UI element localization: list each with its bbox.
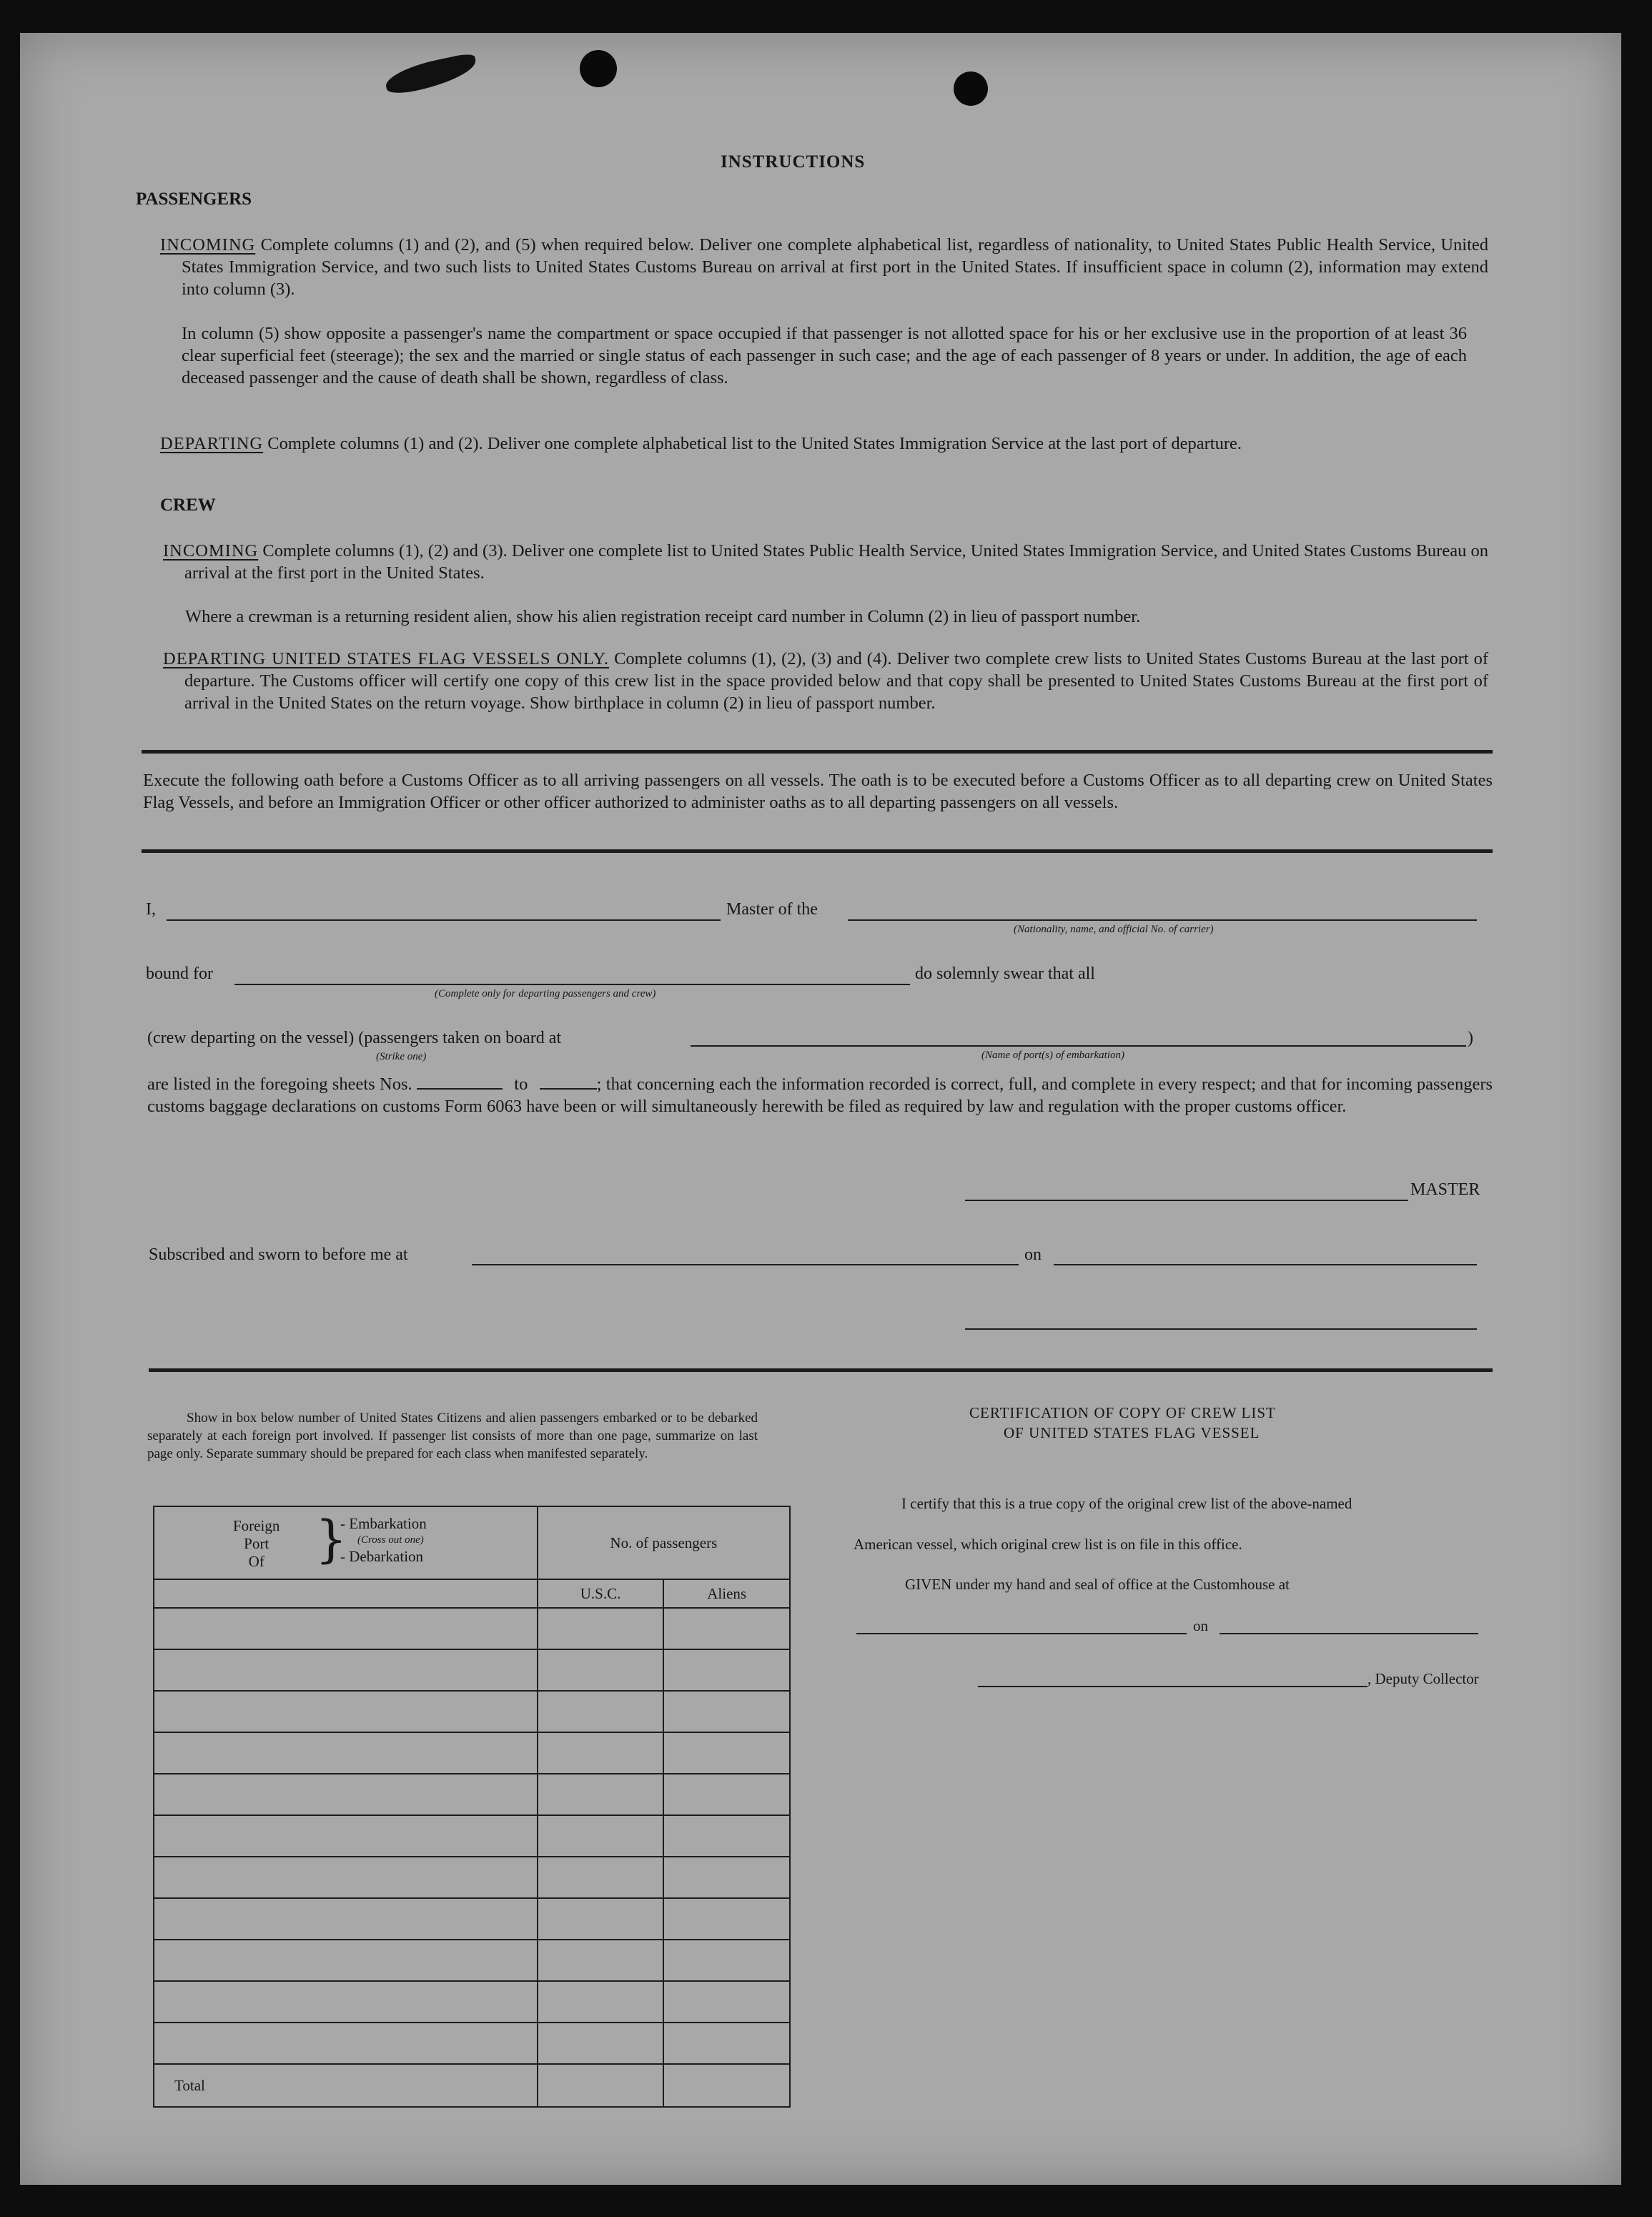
swear-label: do solemnly swear that all bbox=[915, 964, 1095, 983]
port-cell[interactable] bbox=[154, 1898, 538, 1940]
sheet-to-field[interactable] bbox=[540, 1075, 597, 1090]
crew-incoming-text: Complete columns (1), (2) and (3). Deliver one complete list to United States Public Health Service, United States Immigration Service, and United States Customs Bureau on arrival at the first port in the United States. bbox=[184, 541, 1488, 583]
master-name-field[interactable] bbox=[167, 919, 721, 921]
crew-incoming-block bbox=[163, 540, 1488, 584]
aliens-header: Aliens bbox=[663, 1579, 790, 1608]
torn-corner-mark bbox=[383, 52, 480, 97]
total-label-cell bbox=[154, 2064, 538, 2107]
usc-cell[interactable] bbox=[538, 1815, 664, 1857]
instructions-title: INSTRUCTIONS bbox=[721, 152, 866, 172]
carrier-field[interactable] bbox=[848, 919, 1477, 921]
crew-departing-block bbox=[163, 648, 1488, 714]
deputy-collector-label: , Deputy Collector bbox=[1367, 1670, 1479, 1687]
port-cell[interactable] bbox=[154, 1691, 538, 1732]
aliens-cell[interactable] bbox=[663, 1732, 790, 1774]
usc-cell[interactable] bbox=[538, 2023, 664, 2064]
passengers-incoming-label: INCOMING bbox=[160, 235, 256, 255]
oath-intro: Execute the following oath before a Customs Officer as to all arriving passengers on all vessels. The oath is to be executed before a Customs Officer as to all departing crew on United States Flag Vessels, and before an Immigration Officer or other officer authorized to administer oaths as to all departing passengers on all vessels. bbox=[143, 771, 1493, 812]
passengers-departing-label: DEPARTING bbox=[160, 434, 264, 453]
usc-cell[interactable] bbox=[538, 1898, 664, 1940]
foreign-label: Foreign bbox=[233, 1517, 280, 1534]
total-usc-cell[interactable] bbox=[538, 2064, 664, 2107]
embarkation-port-field[interactable] bbox=[691, 1045, 1466, 1047]
aliens-cell[interactable] bbox=[663, 1898, 790, 1940]
bound-note: (Complete only for departing passengers and crew) bbox=[435, 988, 656, 999]
aliens-cell[interactable] bbox=[663, 2023, 790, 2064]
master-of-label: Master of the bbox=[726, 900, 818, 919]
crew-incoming-label: INCOMING bbox=[163, 541, 259, 561]
port-cell[interactable] bbox=[154, 1649, 538, 1691]
usc-cell[interactable] bbox=[538, 1608, 664, 1649]
divider-bottom bbox=[149, 1368, 1493, 1372]
usc-cell[interactable] bbox=[538, 1649, 664, 1691]
passengers-incoming-block bbox=[160, 234, 1488, 300]
master-label: MASTER bbox=[1410, 1180, 1480, 1199]
aliens-cell[interactable] bbox=[663, 1981, 790, 2023]
customhouse-field[interactable] bbox=[856, 1633, 1187, 1634]
subscribed-date-field[interactable] bbox=[1054, 1264, 1477, 1265]
brace-icon: } bbox=[315, 1510, 347, 1569]
embarkation-label[interactable]: - Embarkation bbox=[340, 1515, 427, 1532]
subscribed-label: Subscribed and sworn to before me at bbox=[149, 1245, 408, 1264]
aliens-cell[interactable] bbox=[663, 1940, 790, 1981]
listed-block bbox=[147, 1073, 1493, 1117]
punch-hole-right bbox=[954, 71, 988, 106]
usc-cell[interactable] bbox=[538, 1691, 664, 1732]
subscribed-on-label: on bbox=[1024, 1245, 1042, 1264]
certification-title-2: OF UNITED STATES FLAG VESSEL bbox=[1004, 1424, 1260, 1441]
divider-top bbox=[142, 750, 1493, 754]
summary-text: Show in box below number of United States Citizens and alien passengers embarked or to be debarked separately at each foreign port involved. If passenger list consists of more than one page, summarize on last page only. Separate summary should be prepared for each class when manifested separately. bbox=[147, 1411, 758, 1461]
sheet-from-field[interactable] bbox=[417, 1075, 503, 1090]
port-cell[interactable] bbox=[154, 1857, 538, 1898]
usc-cell[interactable] bbox=[538, 1774, 664, 1815]
close-paren: ) bbox=[1468, 1029, 1473, 1047]
punch-hole-left bbox=[580, 50, 617, 87]
usc-cell[interactable] bbox=[538, 1940, 664, 1981]
usc-cell[interactable] bbox=[538, 1857, 664, 1898]
port-cell[interactable] bbox=[154, 1608, 538, 1649]
form-page bbox=[20, 33, 1621, 2185]
certification-title-1: CERTIFICATION OF COPY OF CREW LIST bbox=[969, 1404, 1276, 1421]
port-label: Port bbox=[244, 1535, 269, 1552]
certification-given: GIVEN under my hand and seal of office at the Customhouse at bbox=[905, 1576, 1290, 1593]
passengers-column5-text: In column (5) show opposite a passenger's name the compartment or space occupied if that passenger is not allotted space for his or her exclusive use in the proportion of at least 36 clear superficial feet (steerage); the sex and the married or single status of each passenger in such case; and the age of each passenger of 8 years or under. In addition, the age of each deceased passenger and the cause of death shall be shown, regardless of class. bbox=[182, 324, 1467, 387]
aliens-cell[interactable] bbox=[663, 1815, 790, 1857]
usc-cell[interactable] bbox=[538, 1981, 664, 2023]
master-signature-field[interactable] bbox=[965, 1200, 1408, 1201]
port-cell[interactable] bbox=[154, 1774, 538, 1815]
listed-rest: ; that concerning each the information recorded is correct, full, and complete in every respect; and that for incoming passengers customs baggage declarations on customs Form 6063 have been or will simultaneously herewith be filed as required by law and regulation with the proper customs officer. bbox=[147, 1075, 1493, 1116]
carrier-note: (Nationality, name, and official No. of carrier) bbox=[1014, 924, 1214, 935]
passengers-heading: PASSENGERS bbox=[136, 189, 252, 209]
port-header-cell bbox=[154, 1506, 538, 1579]
cross-out-note: (Cross out one) bbox=[357, 1534, 424, 1546]
crew-departing-label: (crew departing on the vessel) (passengers taken on board at bbox=[147, 1029, 562, 1047]
certification-on-label: on bbox=[1193, 1617, 1208, 1634]
aliens-cell[interactable] bbox=[663, 1774, 790, 1815]
no-passengers-header: No. of passengers bbox=[538, 1506, 790, 1579]
aliens-cell[interactable] bbox=[663, 1608, 790, 1649]
of-label: Of bbox=[248, 1553, 264, 1570]
debarkation-label[interactable]: - Debarkation bbox=[340, 1548, 424, 1565]
usc-header: U.S.C. bbox=[538, 1579, 664, 1608]
total-aliens-cell[interactable] bbox=[663, 2064, 790, 2107]
bound-for-field[interactable] bbox=[234, 984, 910, 985]
aliens-cell[interactable] bbox=[663, 1857, 790, 1898]
crew-resident-text: Where a crewman is a returning resident alien, show his alien registration receipt card number in Column (2) in lieu of passport number. bbox=[185, 607, 1141, 626]
certification-line-1: I certify that this is a true copy of the original crew list of the above-named bbox=[901, 1495, 1352, 1512]
aliens-cell[interactable] bbox=[663, 1691, 790, 1732]
port-cell[interactable] bbox=[154, 1732, 538, 1774]
port-note: (Name of port(s) of embarkation) bbox=[981, 1050, 1124, 1061]
usc-cell[interactable] bbox=[538, 1732, 664, 1774]
total-label: Total bbox=[174, 2076, 205, 2094]
port-cell[interactable] bbox=[154, 1981, 538, 2023]
i-label: I, bbox=[146, 900, 156, 919]
strike-note: (Strike one) bbox=[376, 1051, 427, 1062]
certification-line-2: American vessel, which original crew list is on file in this office. bbox=[854, 1536, 1242, 1553]
passengers-departing-block bbox=[160, 433, 1488, 455]
port-cell[interactable] bbox=[154, 1940, 538, 1981]
bound-for-label: bound for bbox=[146, 964, 213, 983]
crew-heading: CREW bbox=[160, 495, 216, 515]
port-cell[interactable] bbox=[154, 2023, 538, 2064]
subscribed-place-field[interactable] bbox=[472, 1264, 1019, 1265]
crew-departing-label: DEPARTING UNITED STATES FLAG VESSELS ONLY. bbox=[163, 649, 610, 668]
passengers-departing-text: Complete columns (1) and (2). Deliver one complete alphabetical list to the United States Immigration Service at the last port of departure. bbox=[267, 434, 1242, 453]
to-label: to bbox=[514, 1075, 528, 1094]
listed-label: are listed in the foregoing sheets Nos. bbox=[147, 1075, 412, 1094]
officer-signature-field[interactable] bbox=[965, 1328, 1477, 1330]
deputy-signature-field[interactable] bbox=[978, 1686, 1367, 1687]
crew-departing-text: Complete columns (1), (2), (3) and (4). Deliver two complete crew lists to United States Customs Bureau at the last port of departure. The Customs officer will certify one copy of this crew list in the space provided below and that copy shall be presented to United States Customs Bureau at the first port of arrival in the United States on the return voyage. Show birthplace in column (2) in lieu of passport number. bbox=[184, 649, 1488, 713]
certification-date-field[interactable] bbox=[1220, 1633, 1478, 1634]
passenger-summary-table bbox=[153, 1506, 791, 2108]
passengers-incoming-text: Complete columns (1) and (2), and (5) when required below. Deliver one complete alphabetical list, regardless of nationality, to United States Public Health Service, United States Immigration Service, and two such lists to United States Customs Bureau on arrival at first port in the United States. If insufficient space in column (2), information may extend into column (3). bbox=[182, 235, 1488, 299]
aliens-cell[interactable] bbox=[663, 1649, 790, 1691]
port-cell[interactable] bbox=[154, 1815, 538, 1857]
divider-oath bbox=[142, 849, 1493, 853]
